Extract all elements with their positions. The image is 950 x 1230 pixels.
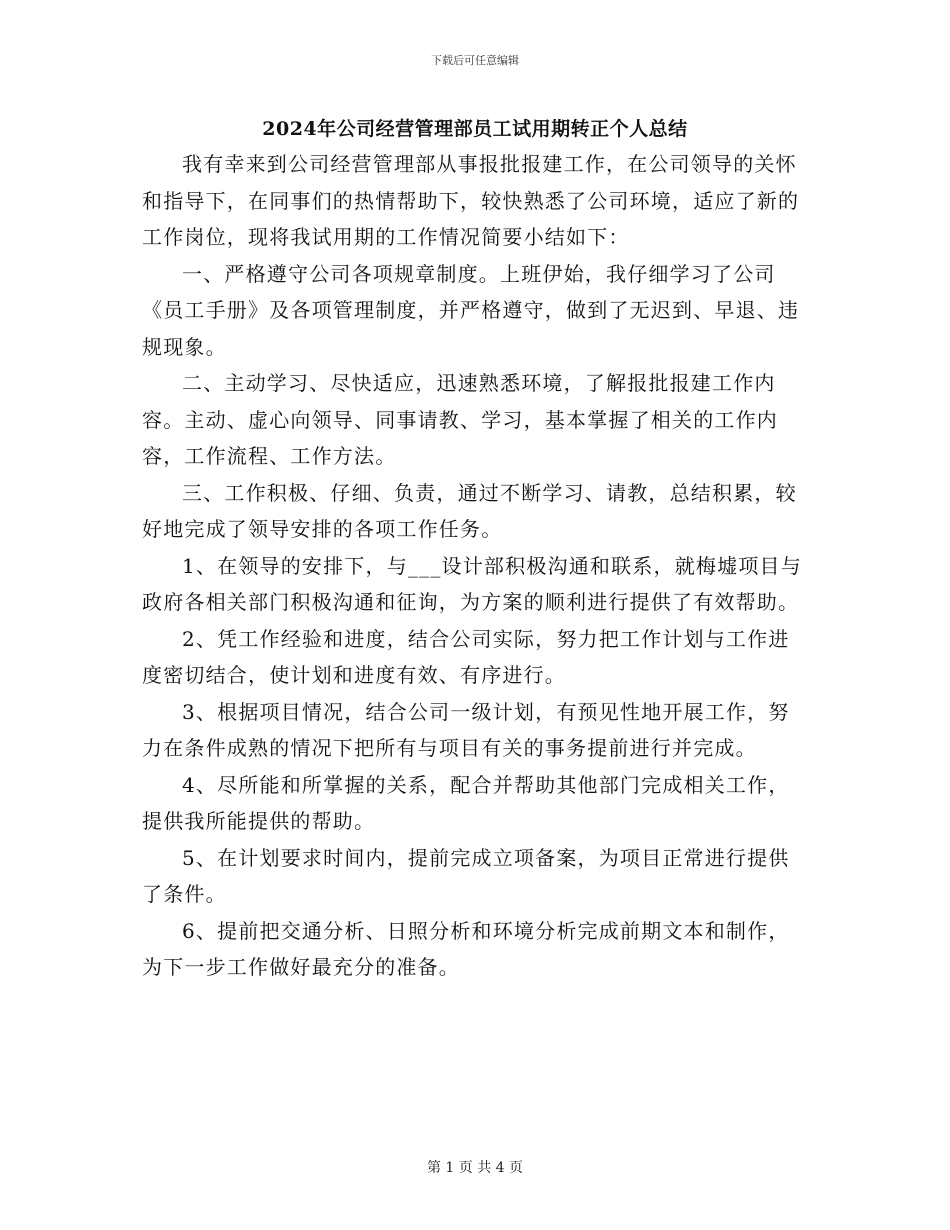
paragraph-item-3: 3、根据项目情况，结合公司一级计划，有预见性地开展工作，努力在条件成熟的情况下把所有与项目有关的事务提前进行并完成。: [142, 699, 790, 760]
paragraph-section-2: 二、主动学习、尽快适应，迅速熟悉环境，了解报批报建工作内容。主动、虚心向领导、同事请教、学习，基本掌握了相关的工作内容，工作流程、工作方法。: [142, 371, 778, 468]
paragraph-intro: 我有幸来到公司经营管理部从事报批报建工作，在公司领导的关怀和指导下，在同事们的热情帮助下，较快熟悉了公司环境，适应了新的工作岗位，现将我试用期的工作情况简要小结如下：: [142, 152, 800, 249]
paragraph-item-5: 5、在计划要求时间内，提前完成立项备案，为项目正常进行提供了条件。: [142, 845, 790, 906]
page-header-note: 下载后可任意编辑: [431, 54, 519, 67]
paragraph-item-4: 4、尽所能和所掌握的关系，配合并帮助其他部门完成相关工作，提供我所能提供的帮助。: [142, 772, 790, 833]
paragraph-section-3: 三、工作积极、仔细、负责，通过不断学习、请教，总结积累，较好地完成了领导安排的各项工作任务。: [142, 480, 797, 541]
paragraph-item-2: 2、凭工作经验和进度，结合公司实际，努力把工作计划与工作进度密切结合，使计划和进度有效、有序进行。: [142, 626, 790, 687]
page-number: 第 1 页 共 4 页: [426, 1160, 524, 1176]
paragraph-section-1: 一、严格遵守公司各项规章制度。上班伊始，我仔细学习了公司《员工手册》及各项管理制度，并严格遵守，做到了无迟到、早退、违规现象。: [142, 261, 800, 359]
paragraph-item-6: 6、提前把交通分析、日照分析和环境分析完成前期文本和制作，为下一步工作做好最充分的准备。: [142, 918, 790, 979]
document-body: [142, 146, 808, 986]
paragraph-item-1: 1、在领导的安排下，与___设计部积极沟通和联系，就梅墟项目与政府各相关部门积极沟通和征询，为方案的顺利进行提供了有效帮助。: [142, 553, 802, 614]
document-title: 2024年公司经营管理部员工试用期转正个人总结: [262, 118, 688, 140]
